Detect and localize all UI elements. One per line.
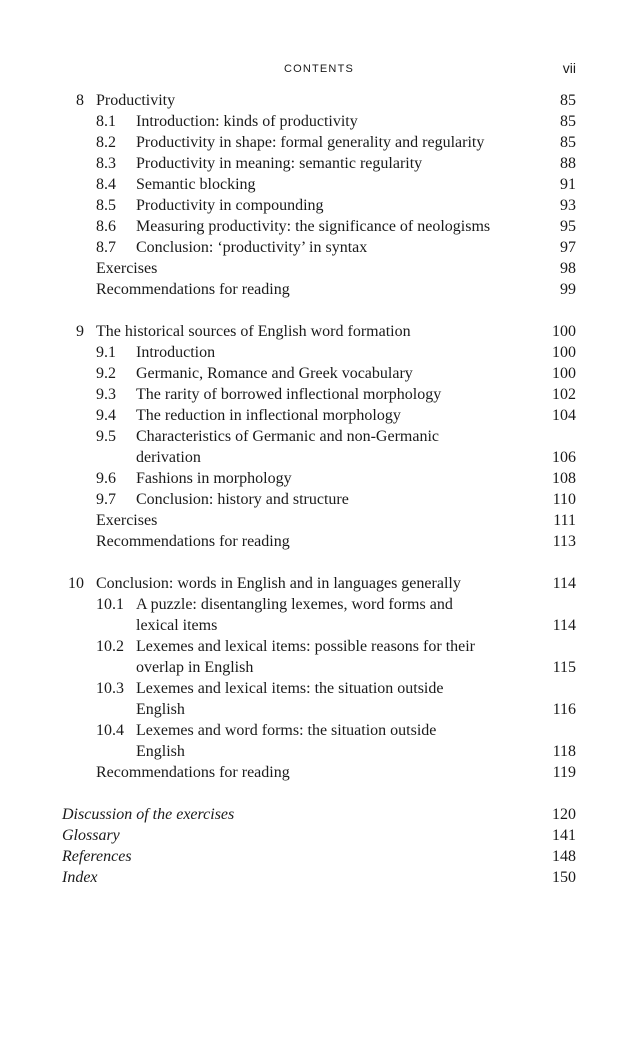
section-title: The rarity of borrowed inflectional morphology — [136, 386, 442, 403]
back-matter-title: Index — [62, 869, 98, 886]
section-entry-continued — [0, 615, 638, 636]
back-matter-page: 120 — [552, 806, 576, 823]
section-title: Productivity in meaning: semantic regularity — [136, 155, 423, 172]
section-number: 10.4 — [96, 722, 124, 739]
chapter-extra-entry — [0, 762, 638, 783]
section-number: 8.6 — [96, 218, 116, 235]
section-gap — [0, 300, 638, 321]
section-entry — [0, 216, 638, 237]
chapter-extra-entry — [0, 531, 638, 552]
section-title: Conclusion: ‘productivity’ in syntax — [136, 239, 368, 256]
section-entry — [0, 153, 638, 174]
section-title: Introduction — [136, 344, 216, 361]
section-page: 91 — [560, 176, 576, 193]
section-page: 100 — [552, 344, 576, 361]
extra-page: 111 — [553, 512, 576, 529]
section-title: Semantic blocking — [136, 176, 256, 193]
section-entry — [0, 342, 638, 363]
section-title: Characteristics of Germanic and non-Germanic — [136, 428, 439, 445]
extra-title: Exercises — [96, 512, 158, 529]
section-title: The reduction in inflectional morphology — [136, 407, 401, 424]
section-entry-continued — [0, 699, 638, 720]
section-number: 10.2 — [96, 638, 124, 655]
section-entry-continued — [0, 657, 638, 678]
section-title: Fashions in morphology — [136, 470, 292, 487]
section-title: Lexemes and word forms: the situation outside — [136, 722, 437, 739]
section-entry — [0, 678, 638, 699]
section-title: Productivity in compounding — [136, 197, 324, 214]
section-entry — [0, 132, 638, 153]
chapter-title: Conclusion: words in English and in languages generally — [96, 575, 461, 592]
section-page: 110 — [552, 491, 576, 508]
chapter-title: The historical sources of English word formation — [96, 323, 411, 340]
extra-page: 119 — [552, 764, 576, 781]
section-title: Measuring productivity: the significance of neologisms — [136, 218, 491, 235]
section-entry — [0, 174, 638, 195]
extra-page: 99 — [560, 281, 576, 298]
section-gap — [0, 552, 638, 573]
back-matter-page: 150 — [552, 869, 576, 886]
section-entry — [0, 237, 638, 258]
section-number: 8.7 — [96, 239, 116, 256]
chapter-number: 9 — [76, 323, 84, 340]
chapter-extra-entry — [0, 258, 638, 279]
section-page: 116 — [552, 701, 576, 718]
back-matter-entry — [0, 825, 638, 846]
section-page: 85 — [560, 134, 576, 151]
chapter-entry — [0, 321, 638, 342]
back-matter-page: 148 — [552, 848, 576, 865]
back-matter-title: References — [62, 848, 132, 865]
back-matter-page: 141 — [552, 827, 576, 844]
section-number: 9.6 — [96, 470, 116, 487]
section-title: derivation — [136, 449, 201, 466]
section-number: 10.1 — [96, 596, 124, 613]
section-number: 9.3 — [96, 386, 116, 403]
running-title: CONTENTS — [283, 63, 355, 75]
section-number: 9.7 — [96, 491, 116, 508]
back-matter-entry — [0, 867, 638, 888]
section-title: Conclusion: history and structure — [136, 491, 349, 508]
extra-title: Exercises — [96, 260, 158, 277]
back-matter-entry — [0, 846, 638, 867]
extra-title: Recommendations for reading — [96, 533, 290, 550]
chapter-extra-entry — [0, 279, 638, 300]
section-entry-continued — [0, 447, 638, 468]
chapter-entry — [0, 90, 638, 111]
section-number: 8.1 — [96, 113, 116, 130]
section-number: 8.3 — [96, 155, 116, 172]
page-number: vii — [562, 60, 576, 76]
section-number: 9.2 — [96, 365, 116, 382]
chapter-entry — [0, 573, 638, 594]
section-title: A puzzle: disentangling lexemes, word forms and — [136, 596, 453, 613]
chapter-page: 85 — [560, 92, 576, 109]
section-page: 108 — [552, 470, 576, 487]
back-matter-title: Discussion of the exercises — [62, 806, 235, 823]
section-entry — [0, 111, 638, 132]
running-head — [0, 60, 638, 80]
section-number: 9.5 — [96, 428, 116, 445]
extra-title: Recommendations for reading — [96, 281, 290, 298]
section-page: 102 — [552, 386, 576, 403]
section-page: 100 — [552, 365, 576, 382]
chapter-number: 10 — [68, 575, 84, 592]
section-entry — [0, 489, 638, 510]
section-gap — [0, 783, 638, 804]
section-number: 8.4 — [96, 176, 116, 193]
section-page: 97 — [560, 239, 576, 256]
section-title: English — [136, 701, 185, 718]
section-entry — [0, 720, 638, 741]
section-entry — [0, 363, 638, 384]
section-entry — [0, 405, 638, 426]
section-title: English — [136, 743, 185, 760]
chapter-page: 114 — [552, 575, 576, 592]
section-entry-continued — [0, 741, 638, 762]
section-number: 9.1 — [96, 344, 116, 361]
section-entry — [0, 594, 638, 615]
back-matter-entry — [0, 804, 638, 825]
back-matter-title: Glossary — [62, 827, 120, 844]
section-number: 8.5 — [96, 197, 116, 214]
section-page: 95 — [560, 218, 576, 235]
section-page: 93 — [560, 197, 576, 214]
section-title: Productivity in shape: formal generality and regularity — [136, 134, 485, 151]
section-number: 8.2 — [96, 134, 116, 151]
section-entry — [0, 468, 638, 489]
chapter-page: 100 — [552, 323, 576, 340]
section-page: 118 — [552, 743, 576, 760]
section-page: 104 — [552, 407, 576, 424]
section-number: 9.4 — [96, 407, 116, 424]
section-title: overlap in English — [136, 659, 254, 676]
section-page: 88 — [560, 155, 576, 172]
chapter-title: Productivity — [96, 92, 176, 109]
section-entry — [0, 636, 638, 657]
section-page: 85 — [560, 113, 576, 130]
table-of-contents — [0, 90, 638, 888]
section-number: 10.3 — [96, 680, 124, 697]
extra-page: 98 — [560, 260, 576, 277]
section-entry — [0, 426, 638, 447]
chapter-number: 8 — [76, 92, 84, 109]
section-title: Germanic, Romance and Greek vocabulary — [136, 365, 413, 382]
section-entry — [0, 384, 638, 405]
section-entry — [0, 195, 638, 216]
extra-title: Recommendations for reading — [96, 764, 290, 781]
section-title: lexical items — [136, 617, 218, 634]
section-page: 106 — [552, 449, 576, 466]
extra-page: 113 — [552, 533, 576, 550]
section-title: Lexemes and lexical items: the situation outside — [136, 680, 444, 697]
section-page: 114 — [552, 617, 576, 634]
section-title: Introduction: kinds of productivity — [136, 113, 358, 130]
chapter-extra-entry — [0, 510, 638, 531]
section-page: 115 — [552, 659, 576, 676]
section-title: Lexemes and lexical items: possible reasons for their — [136, 638, 476, 655]
